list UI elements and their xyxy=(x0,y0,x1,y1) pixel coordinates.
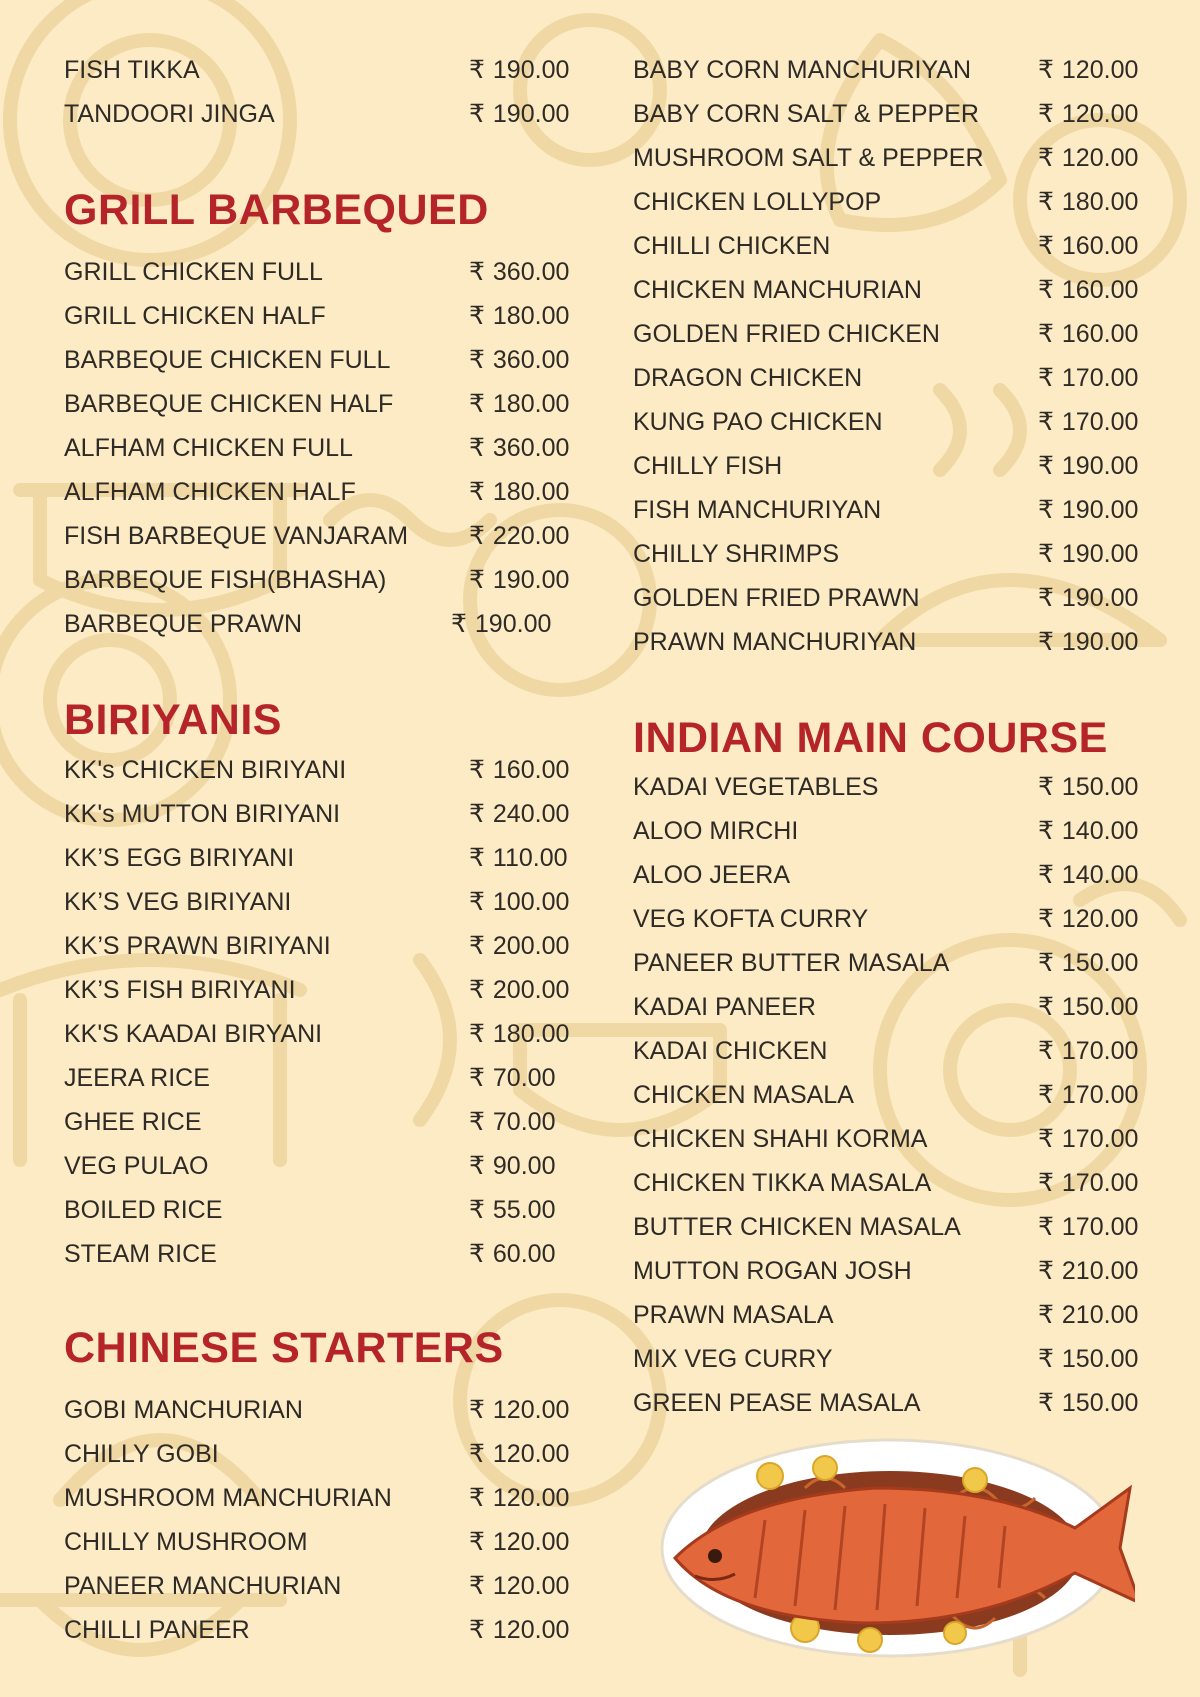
item-price: ₹ 120.00 xyxy=(469,1440,570,1468)
item-price: ₹ 360.00 xyxy=(469,346,570,374)
menu-item[interactable] xyxy=(633,576,1139,620)
item-price: ₹ 60.00 xyxy=(469,1240,556,1268)
item-name: VEG PULAO xyxy=(64,1152,209,1180)
item-price: ₹ 190.00 xyxy=(1038,452,1139,480)
menu-item[interactable] xyxy=(64,338,570,382)
menu-item[interactable] xyxy=(64,92,570,136)
menu-item[interactable] xyxy=(633,1029,1139,1073)
item-name: VEG KOFTA CURRY xyxy=(633,905,869,933)
menu-item[interactable] xyxy=(633,444,1139,488)
item-price: ₹ 160.00 xyxy=(1038,276,1139,304)
item-price: ₹ 170.00 xyxy=(1038,1037,1139,1065)
item-name: KK's MUTTON BIRIYANI xyxy=(64,800,341,828)
item-name: BUTTER CHICKEN MASALA xyxy=(633,1213,961,1241)
item-price: ₹ 70.00 xyxy=(469,1108,556,1136)
item-name: CHILLY FISH xyxy=(633,452,783,480)
biriyanis-list xyxy=(64,748,570,1276)
item-name: CHICKEN MASALA xyxy=(633,1081,854,1109)
item-name: ALFHAM CHICKEN FULL xyxy=(64,434,353,462)
item-name: FISH TIKKA xyxy=(64,56,200,84)
item-name: CHILLI PANEER xyxy=(64,1616,250,1644)
menu-item[interactable] xyxy=(64,836,566,880)
menu-item[interactable] xyxy=(64,48,570,92)
item-price: ₹ 120.00 xyxy=(469,1572,570,1600)
item-price: ₹ 190.00 xyxy=(469,100,570,128)
menu-item[interactable] xyxy=(64,1520,570,1564)
menu-item[interactable] xyxy=(633,532,1139,576)
menu-item[interactable] xyxy=(64,1056,566,1100)
menu-item[interactable] xyxy=(633,224,1139,268)
menu-item[interactable] xyxy=(633,356,1139,400)
item-price: ₹ 170.00 xyxy=(1038,408,1139,436)
item-price: ₹ 140.00 xyxy=(1038,817,1139,845)
item-name: PRAWN MANCHURIYAN xyxy=(633,628,917,656)
grilled-fish-photo xyxy=(655,1428,1135,1668)
item-name: MIX VEG CURRY xyxy=(633,1345,833,1373)
chinese-starters-list xyxy=(64,1388,570,1652)
item-name: CHILLY MUSHROOM xyxy=(64,1528,308,1556)
menu-item[interactable] xyxy=(64,514,570,558)
item-name: KK'S KAADAI BIRYANI xyxy=(64,1020,323,1048)
item-name: JEERA RICE xyxy=(64,1064,210,1092)
menu-item[interactable] xyxy=(64,1144,566,1188)
menu-item[interactable] xyxy=(64,602,566,646)
menu-item[interactable] xyxy=(633,1293,1139,1337)
item-price: ₹ 190.00 xyxy=(1038,628,1139,656)
item-name: CHICKEN LOLLYPOP xyxy=(633,188,882,216)
item-name: KADAI PANEER xyxy=(633,993,816,1021)
item-name: KK’S VEG BIRIYANI xyxy=(64,888,292,916)
menu-item[interactable] xyxy=(633,180,1139,224)
menu-item[interactable] xyxy=(64,558,570,602)
item-price: ₹ 160.00 xyxy=(1038,320,1139,348)
item-price: ₹ 120.00 xyxy=(469,1616,570,1644)
item-name: DRAGON CHICKEN xyxy=(633,364,863,392)
item-price: ₹ 120.00 xyxy=(469,1528,570,1556)
item-price: ₹ 210.00 xyxy=(1038,1257,1139,1285)
item-price: ₹ 190.00 xyxy=(451,610,552,638)
menu-item[interactable] xyxy=(633,268,1139,312)
item-price: ₹ 190.00 xyxy=(1038,584,1139,612)
item-name: GHEE RICE xyxy=(64,1108,202,1136)
menu-item[interactable] xyxy=(633,1073,1139,1117)
menu-item[interactable] xyxy=(633,488,1139,532)
fish-starters-list xyxy=(64,48,570,136)
item-name: STEAM RICE xyxy=(64,1240,217,1268)
item-name: CHICKEN MANCHURIAN xyxy=(633,276,922,304)
menu-item[interactable] xyxy=(633,400,1139,444)
menu-item[interactable] xyxy=(633,1337,1139,1381)
menu-item[interactable] xyxy=(64,1232,566,1276)
indian-main-course-list xyxy=(633,765,1139,1425)
item-price: ₹ 360.00 xyxy=(469,258,570,286)
item-price: ₹ 150.00 xyxy=(1038,949,1139,977)
item-name: MUSHROOM SALT & PEPPER xyxy=(633,144,984,172)
menu-item[interactable] xyxy=(633,765,1139,809)
item-price: ₹ 170.00 xyxy=(1038,1081,1139,1109)
menu-item[interactable] xyxy=(633,941,1139,985)
item-price: ₹ 190.00 xyxy=(469,566,570,594)
menu-item[interactable] xyxy=(633,809,1139,853)
item-name: FISH MANCHURIYAN xyxy=(633,496,882,524)
menu-item[interactable] xyxy=(64,382,570,426)
item-name: GOLDEN FRIED PRAWN xyxy=(633,584,920,612)
item-price: ₹ 170.00 xyxy=(1038,1169,1139,1197)
menu-item[interactable] xyxy=(633,1381,1139,1425)
menu-item[interactable] xyxy=(633,48,1139,92)
item-name: FISH BARBEQUE VANJARAM xyxy=(64,522,409,550)
menu-item[interactable] xyxy=(64,1432,570,1476)
item-name: BARBEQUE FISH(BHASHA) xyxy=(64,566,387,594)
item-price: ₹ 160.00 xyxy=(1038,232,1139,260)
item-price: ₹ 70.00 xyxy=(469,1064,556,1092)
item-price: ₹ 190.00 xyxy=(469,56,570,84)
menu-item[interactable] xyxy=(64,1388,570,1432)
item-name: KK’S PRAWN BIRIYANI xyxy=(64,932,331,960)
menu-item[interactable] xyxy=(633,92,1139,136)
item-name: ALFHAM CHICKEN HALF xyxy=(64,478,356,506)
menu-item[interactable] xyxy=(64,792,570,836)
item-name: ALOO MIRCHI xyxy=(633,817,799,845)
item-price: ₹ 200.00 xyxy=(469,976,570,1004)
menu-item[interactable] xyxy=(64,968,570,1012)
item-price: ₹ 160.00 xyxy=(469,756,570,784)
menu-item[interactable] xyxy=(64,1476,570,1520)
item-price: ₹ 150.00 xyxy=(1038,993,1139,1021)
item-name: GRILL CHICKEN FULL xyxy=(64,258,323,286)
item-price: ₹ 180.00 xyxy=(469,390,570,418)
item-name: KADAI CHICKEN xyxy=(633,1037,828,1065)
item-price: ₹ 120.00 xyxy=(1038,100,1139,128)
item-name: PANEER BUTTER MASALA xyxy=(633,949,950,977)
menu-item[interactable] xyxy=(64,1012,570,1056)
item-name: CHICKEN TIKKA MASALA xyxy=(633,1169,932,1197)
item-price: ₹ 180.00 xyxy=(1038,188,1139,216)
item-name: GRILL CHICKEN HALF xyxy=(64,302,326,330)
item-price: ₹ 120.00 xyxy=(1038,144,1139,172)
item-name: KADAI VEGETABLES xyxy=(633,773,879,801)
item-price: ₹ 100.00 xyxy=(469,888,570,916)
menu-item[interactable] xyxy=(633,136,1139,180)
item-price: ₹ 90.00 xyxy=(469,1152,556,1180)
item-name: CHILLY GOBI xyxy=(64,1440,219,1468)
menu-item[interactable] xyxy=(64,1100,566,1144)
menu-item[interactable] xyxy=(64,1564,570,1608)
item-name: KK’S FISH BIRIYANI xyxy=(64,976,296,1004)
item-name: GOLDEN FRIED CHICKEN xyxy=(633,320,940,348)
item-name: BARBEQUE CHICKEN HALF xyxy=(64,390,394,418)
item-price: ₹ 170.00 xyxy=(1038,364,1139,392)
item-name: KUNG PAO CHICKEN xyxy=(633,408,883,436)
item-price: ₹ 220.00 xyxy=(469,522,570,550)
item-price: ₹ 180.00 xyxy=(469,478,570,506)
menu-item[interactable] xyxy=(633,1161,1139,1205)
item-price: ₹ 360.00 xyxy=(469,434,570,462)
section-title-chinese-starters: CHINESE STARTERS xyxy=(64,1324,504,1372)
item-name: GREEN PEASE MASALA xyxy=(633,1389,921,1417)
item-name: BARBEQUE PRAWN xyxy=(64,610,303,638)
item-price: ₹ 170.00 xyxy=(1038,1213,1139,1241)
item-name: CHILLY SHRIMPS xyxy=(633,540,840,568)
item-price: ₹ 180.00 xyxy=(469,302,570,330)
item-name: PRAWN MASALA xyxy=(633,1301,834,1329)
menu-item[interactable] xyxy=(633,897,1139,941)
item-name: BABY CORN MANCHURIYAN xyxy=(633,56,972,84)
menu-item[interactable] xyxy=(633,1249,1139,1293)
item-name: BARBEQUE CHICKEN FULL xyxy=(64,346,391,374)
item-price: ₹ 140.00 xyxy=(1038,861,1139,889)
item-price: ₹ 180.00 xyxy=(469,1020,570,1048)
menu-item[interactable] xyxy=(64,470,570,514)
item-price: ₹ 55.00 xyxy=(469,1196,556,1224)
item-name: KK's CHICKEN BIRIYANI xyxy=(64,756,347,784)
menu-item[interactable] xyxy=(64,748,570,792)
item-price: ₹ 190.00 xyxy=(1038,496,1139,524)
item-price: ₹ 150.00 xyxy=(1038,1389,1139,1417)
item-name: ALOO JEERA xyxy=(633,861,790,889)
menu-item[interactable] xyxy=(64,1608,570,1652)
item-name: BOILED RICE xyxy=(64,1196,223,1224)
chinese-starters-continued-list xyxy=(633,48,1139,664)
section-title-biriyanis: BIRIYANIS xyxy=(64,696,282,744)
item-name: MUTTON ROGAN JOSH xyxy=(633,1257,912,1285)
menu-item[interactable] xyxy=(633,985,1139,1029)
item-name: KK’S EGG BIRIYANI xyxy=(64,844,295,872)
menu-item[interactable] xyxy=(633,1205,1139,1249)
item-name: GOBI MANCHURIAN xyxy=(64,1396,303,1424)
menu-item[interactable] xyxy=(64,1188,566,1232)
section-title-grill: GRILL BARBEQUED xyxy=(64,186,489,234)
section-title-indian-main-course: INDIAN MAIN COURSE xyxy=(633,714,1108,762)
menu-item[interactable] xyxy=(64,924,570,968)
grill-list xyxy=(64,250,570,646)
menu-item[interactable] xyxy=(64,250,570,294)
item-name: CHILLI CHICKEN xyxy=(633,232,831,260)
menu-item[interactable] xyxy=(633,853,1139,897)
item-name: PANEER MANCHURIAN xyxy=(64,1572,342,1600)
menu-item[interactable] xyxy=(633,1117,1139,1161)
menu-item[interactable] xyxy=(64,426,570,470)
menu-item[interactable] xyxy=(64,880,570,924)
menu-item[interactable] xyxy=(633,312,1139,356)
item-price: ₹ 210.00 xyxy=(1038,1301,1139,1329)
item-price: ₹ 120.00 xyxy=(469,1396,570,1424)
item-price: ₹ 110.00 xyxy=(469,844,568,872)
menu-item[interactable] xyxy=(64,294,570,338)
menu-item[interactable] xyxy=(633,620,1139,664)
item-price: ₹ 240.00 xyxy=(469,800,570,828)
item-price: ₹ 120.00 xyxy=(1038,905,1139,933)
item-price: ₹ 120.00 xyxy=(469,1484,570,1512)
item-price: ₹ 170.00 xyxy=(1038,1125,1139,1153)
item-name: CHICKEN SHAHI KORMA xyxy=(633,1125,928,1153)
item-price: ₹ 120.00 xyxy=(1038,56,1139,84)
item-price: ₹ 150.00 xyxy=(1038,773,1139,801)
item-name: BABY CORN SALT & PEPPER xyxy=(633,100,979,128)
item-price: ₹ 150.00 xyxy=(1038,1345,1139,1373)
item-name: MUSHROOM MANCHURIAN xyxy=(64,1484,392,1512)
item-price: ₹ 200.00 xyxy=(469,932,570,960)
item-price: ₹ 190.00 xyxy=(1038,540,1139,568)
item-name: TANDOORI JINGA xyxy=(64,100,275,128)
